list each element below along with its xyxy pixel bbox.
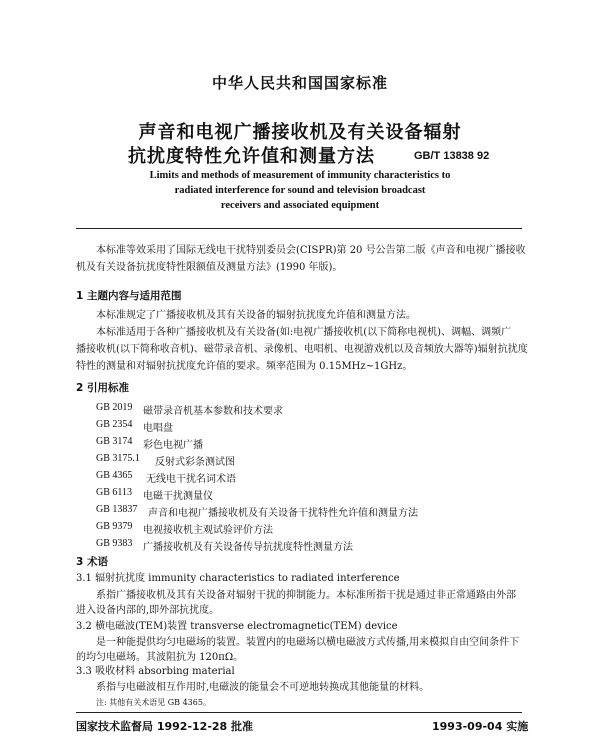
ref-code: GB 9379 xyxy=(96,521,133,532)
ref-title: 电视接收机主观试验评价方法 xyxy=(143,525,273,536)
term-3-3-body: 系指与电磁波相互作用时,电磁波的能量会不可逆地转换成其他能量的材料。 xyxy=(96,682,430,693)
section-1-para-1: 本标准规定了广播接收机及其有关设备的辐射抗扰度允许值和测量方法。 xyxy=(96,310,416,321)
title-line-1: 声音和电视广播接收机及有关设备辐射 xyxy=(138,122,462,143)
implementation-date: 1993-09-04 实施 xyxy=(432,720,529,733)
standard-code: GB/T 13838 92 xyxy=(414,150,490,162)
ref-code: GB 2019 xyxy=(96,402,133,413)
bottom-divider xyxy=(76,712,522,713)
section-2-title: 2 引用标准 xyxy=(76,382,129,394)
section-1-title: 1 主题内容与适用范围 xyxy=(76,290,182,302)
term-3-1-body-line-1: 系指广播接收机及其有关设备对辐射干扰的抑制能力。本标准所指干扰是通过非正常通路由外部 xyxy=(96,590,516,601)
intro-line-2: 机及有关设备抗扰度特性限额值及测量方法》(1990 年版)。 xyxy=(76,262,343,273)
term-3-1-body-line-2: 进入设备内部的,即外部抗扰度。 xyxy=(76,605,220,616)
term-3-2-heading: 3.2 横电磁波(TEM)装置 transverse electromagnetic(TEM) device xyxy=(76,621,398,632)
term-3-2-body-line-2: 的均匀电磁场。其波阻抗为 120πΩ。 xyxy=(76,652,244,663)
ref-code: GB 3175.1 xyxy=(96,453,140,464)
section-1-para-2-line-1: 本标准适用于各种广播接收机及有关设备(如:电视广播接收机(以下简称电视机)、调幅、调频广 xyxy=(96,327,512,338)
approval-date: 国家技术监督局 1992-12-28 批准 xyxy=(76,720,254,733)
ref-title: 广播接收机及有关设备传导抗扰度特性测量方法 xyxy=(143,542,353,553)
ref-title: 电唱盘 xyxy=(143,423,173,434)
ref-code: GB 4365 xyxy=(96,470,133,481)
section-3-title: 3 术语 xyxy=(76,556,108,568)
ref-title: 无线电干扰名词术语 xyxy=(146,474,236,485)
ref-code: GB 6113 xyxy=(96,487,133,498)
ref-code: GB 9383 xyxy=(96,538,133,549)
title-line-2: 抗扰度特性允许值和测量方法 xyxy=(128,146,375,167)
ref-code: GB 13837 xyxy=(96,504,138,515)
ref-title: 反射式彩条测试图 xyxy=(155,457,235,468)
term-3-1-heading: 3.1 辐射抗扰度 immunity characteristics to radiated interference xyxy=(76,573,400,584)
ref-title: 电磁干扰测量仪 xyxy=(143,491,213,502)
ref-code: GB 2354 xyxy=(96,419,133,430)
ref-title: 声音和电视广播接收机及有关设备干扰特性允许值和测量方法 xyxy=(148,508,418,519)
top-divider xyxy=(76,228,522,229)
standard-header: 中华人民共和国国家标准 xyxy=(211,74,388,92)
intro-line-1: 本标准等效采用了国际无线电干扰特别委员会(CISPR)第 20 号公告第二版《声音和电视广播接收 xyxy=(96,245,526,256)
english-title-line-2: radiated interference for sound and television broadcast xyxy=(174,185,426,196)
section-1-para-2-line-3: 特性的测量和对辐射抗扰度允许值的要求。频率范围为 0.15MHz~1GHz。 xyxy=(76,361,413,372)
term-3-3-heading: 3.3 吸收材料 absorbing material xyxy=(76,666,235,677)
section-1-para-2-line-2: 播接收机(以下简称收音机)、磁带录音机、录像机、电唱机、电视游戏机以及音频放大器等)辐射抗扰度 xyxy=(76,344,528,355)
term-note: 注: 其他有关术语见 GB 4365。 xyxy=(96,698,211,707)
ref-title: 彩色电视广播 xyxy=(143,440,203,451)
english-title-line-1: Limits and methods of measurement of immunity characteristics to xyxy=(149,170,451,181)
term-3-2-body-line-1: 是一种能提供均匀电磁场的装置。装置内的电磁场以横电磁波方式传播,用来模拟自由空间条件下 xyxy=(96,637,520,648)
ref-code: GB 3174 xyxy=(96,436,133,447)
ref-title: 磁带录音机基本参数和技术要求 xyxy=(143,406,283,417)
english-title-line-3: receivers and associated equipment xyxy=(220,200,380,211)
